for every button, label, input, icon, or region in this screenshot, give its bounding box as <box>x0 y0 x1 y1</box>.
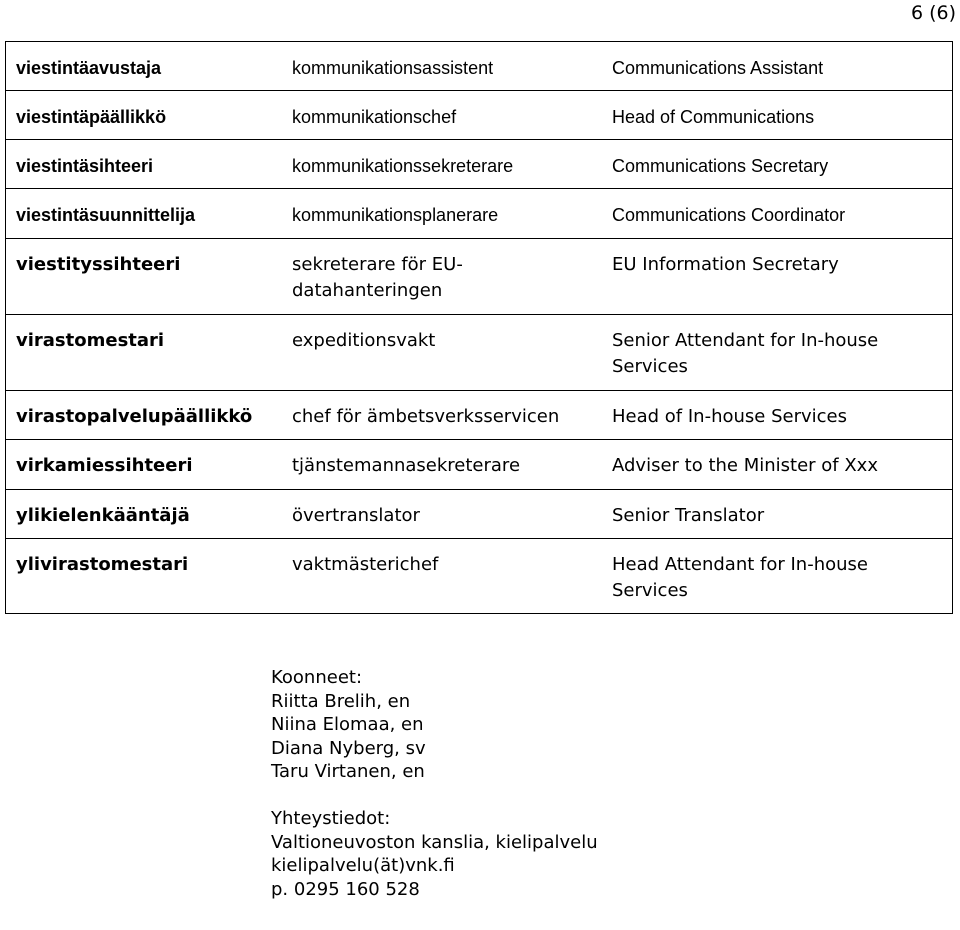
author-name: Niina Elomaa, en <box>271 714 424 735</box>
table-row <box>6 539 953 614</box>
table-row <box>6 42 953 91</box>
english-term: Head of In-house Services <box>602 391 953 440</box>
english-term: Senior Attendant for In-house Services <box>602 315 953 391</box>
english-term: Communications Coordinator <box>602 189 953 239</box>
table-row <box>6 315 953 391</box>
table-row <box>6 189 953 239</box>
swedish-term: kommunikationsplanerare <box>282 189 602 239</box>
english-term: Senior Translator <box>602 490 953 539</box>
swedish-term: sekreterare för EU-datahanteringen <box>282 239 602 315</box>
contact-block <box>271 807 598 901</box>
english-term: Adviser to the Minister of Xxx <box>602 440 953 490</box>
swedish-term: kommunikationschef <box>282 91 602 140</box>
glossary-body <box>6 42 953 614</box>
table-row <box>6 391 953 440</box>
authors-heading: Koonneet: <box>271 667 363 688</box>
finnish-term: viestityssihteeri <box>6 239 283 315</box>
swedish-term: kommunikationssekreterare <box>282 140 602 189</box>
finnish-term: viestintäpäällikkö <box>6 91 283 140</box>
swedish-term: chef för ämbetsverksservicen <box>282 391 602 440</box>
finnish-term: virastopalvelupäällikkö <box>6 391 283 440</box>
swedish-term: kommunikationsassistent <box>282 42 602 91</box>
swedish-term: övertranslator <box>282 490 602 539</box>
author-name: Taru Virtanen, en <box>271 761 425 782</box>
swedish-term: vaktmästerichef <box>282 539 602 614</box>
finnish-term: ylivirastomestari <box>6 539 283 614</box>
table-row <box>6 440 953 490</box>
glossary-table <box>5 41 953 614</box>
contact-phone: p. 0295 160 528 <box>271 878 420 900</box>
finnish-term: virastomestari <box>6 315 283 391</box>
english-term: EU Information Secretary <box>602 239 953 315</box>
footer <box>271 666 598 925</box>
english-term: Head Attendant for In-house Services <box>602 539 953 614</box>
finnish-term: virkamiessihteeri <box>6 440 283 490</box>
authors-block <box>271 666 598 784</box>
finnish-term: viestintäavustaja <box>6 42 283 91</box>
page-number: 6 (6) <box>910 2 956 24</box>
finnish-term: viestintäsuunnittelija <box>6 189 283 239</box>
english-term: Head of Communications <box>602 91 953 140</box>
swedish-term: tjänstemannasekreterare <box>282 440 602 490</box>
english-term: Communications Assistant <box>602 42 953 91</box>
finnish-term: ylikielenkääntäjä <box>6 490 283 539</box>
contact-office: Valtioneuvoston kanslia, kielipalvelu <box>271 831 598 853</box>
table-row <box>6 91 953 140</box>
contact-heading: Yhteystiedot: <box>271 808 391 829</box>
table-row <box>6 239 953 315</box>
table-row <box>6 490 953 539</box>
swedish-term: expeditionsvakt <box>282 315 602 391</box>
table-row <box>6 140 953 189</box>
english-term: Communications Secretary <box>602 140 953 189</box>
finnish-term: viestintäsihteeri <box>6 140 283 189</box>
author-name: Diana Nyberg, sv <box>271 737 426 759</box>
contact-email: kielipalvelu(ät)vnk.fi <box>271 855 455 876</box>
author-name: Riitta Brelih, en <box>271 690 411 712</box>
